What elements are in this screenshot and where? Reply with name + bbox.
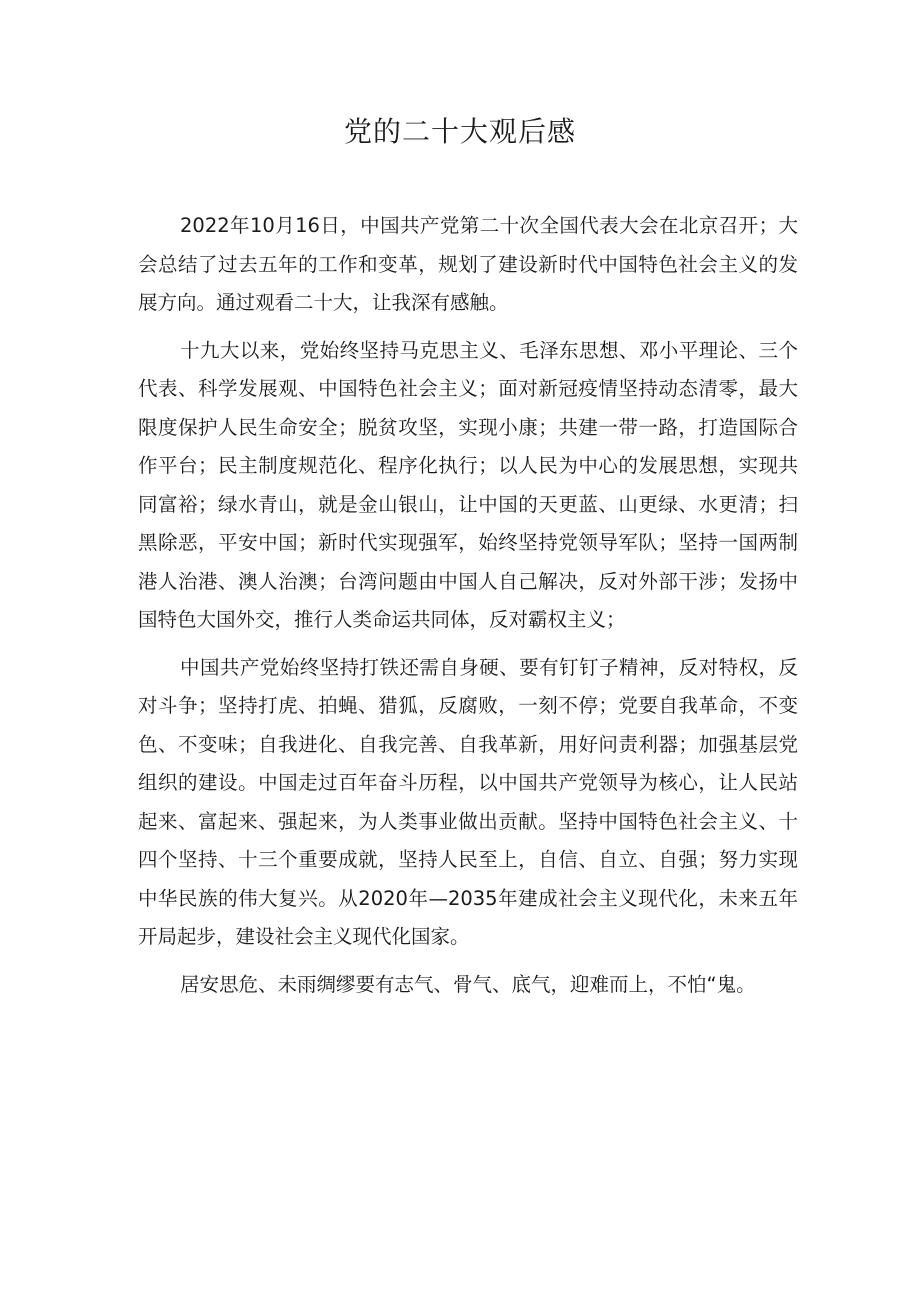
document-title: 党的二十大观后感 [343,115,576,148]
paragraph-3: 中国共产党始终坚持打铁还需自身硬、要有钉钉子精神，反对特权，反对斗争；坚持打虎、拍蝇、猎狐，反腐败，一刻不停；党要自我革命，不变色、不变味；自我进化、自我完善、自我革新，用好问责利器；加强基层党组织的建设。中国走过百年奋斗历程，以中国共产党领导为核心，让人民站起来、富起来、强起来，为人类事业做出贡献。坚持中国特色社会主义、十四个坚持、十三个重要成就，坚持人民至上，自信、自立、自强；努力实现中华民族的伟大复兴。从2020年—2035年建成社会主义现代化，未来五年开局起步，建设社会主义现代化国家。 [138,655,798,948]
document-body [138,207,798,1013]
paragraph-4: 居安思危、未雨绸缪要有志气、骨气、底气，迎难而上，不怕“鬼。 [180,972,756,996]
paragraph-2: 十九大以来，党始终坚持马克思主义、毛泽东思想、邓小平理论、三个代表、科学发展观、中国特色社会主义；面对新冠疫情坚持动态清零，最大限度保护人民生命安全；脱贫攻坚，实现小康；共建一带一路，打造国际合作平台；民主制度规范化、程序化执行；以人民为中心的发展思想，实现共同富裕；绿水青山，就是金山银山，让中国的天更蓝、山更绿、水更清；扫黑除恶，平安中国；新时代实现强军，始终坚持党领导军队；坚持一国两制港人治港、澳人治澳；台湾问题由中国人自己解决，反对外部干涉；发扬中国特色大国外交，推行人类命运共同体，反对霸权主义； [138,338,798,631]
paragraph-1: 2022年10月16日，中国共产党第二十次全国代表大会在北京召开；大会总结了过去五年的工作和变革，规划了建设新时代中国特色社会主义的发展方向。通过观看二十大，让我深有感触。 [138,214,798,314]
